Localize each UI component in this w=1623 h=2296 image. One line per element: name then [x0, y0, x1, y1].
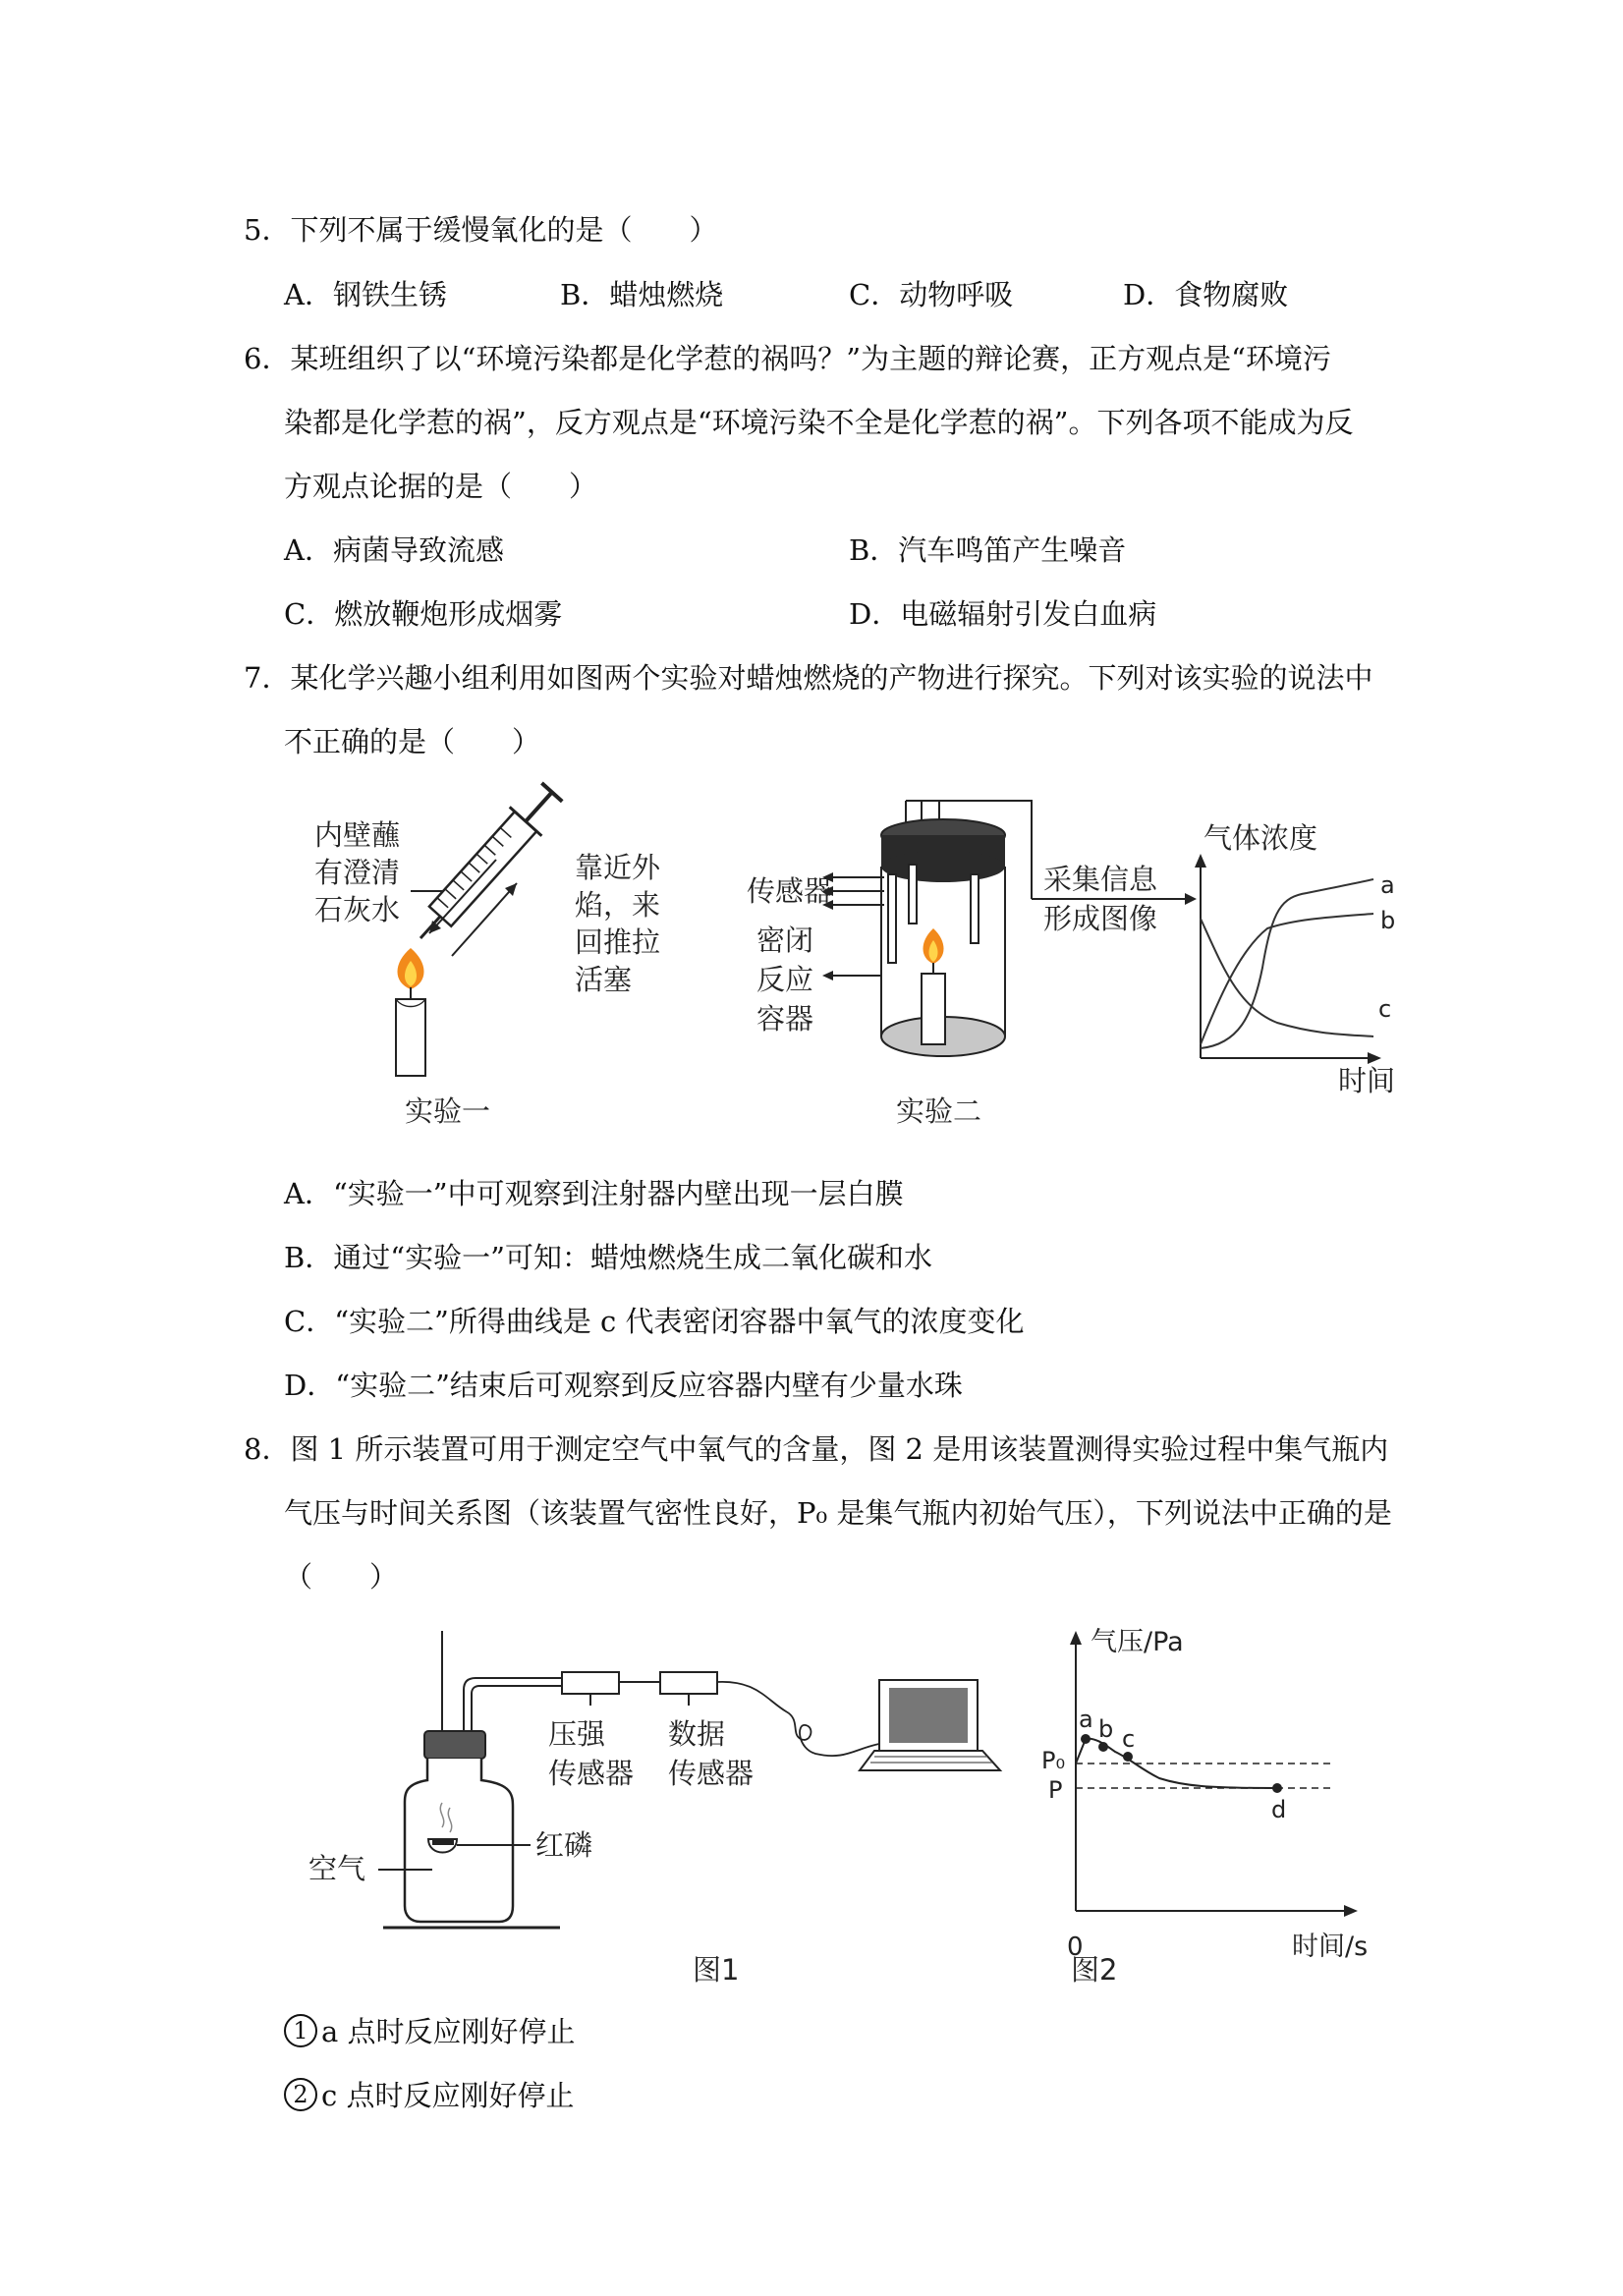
fig2-label-b: b: [1098, 1715, 1114, 1743]
statement-1-marker: 1: [284, 2014, 317, 2047]
fig2-origin: 0: [1067, 1932, 1084, 1962]
fig2-ylabel: 气压/Pa: [1091, 1627, 1184, 1657]
fig1-data-sensor-2: 传感器: [668, 1757, 755, 1790]
figure-2-pressure-graph: [1041, 1627, 1368, 1987]
concentration-graph: [1195, 821, 1395, 1097]
candle-flame-icon: [922, 928, 945, 1044]
q8-number: 8．: [244, 1432, 291, 1466]
exp2-container-3: 容器: [756, 1002, 814, 1036]
exp2-sensor-label: 传感器: [747, 874, 833, 908]
fig1-pressure-sensor-1: 压强: [548, 1717, 606, 1751]
curve-c: [1201, 919, 1373, 1036]
q7-number: 7．: [244, 661, 291, 695]
curve-label-b: b: [1380, 907, 1396, 934]
q6-option-d: D．电磁辐射引发白血病: [849, 597, 1157, 631]
fig2-label-a: a: [1079, 1706, 1093, 1733]
fig2-label-d: d: [1271, 1796, 1287, 1823]
q8-stem-line-3: （ ）: [284, 1560, 399, 1594]
q6-stem-line-2: 染都是化学惹的祸”，反方观点是“环境污染不全是化学惹的祸”。下列各项不能成为反: [284, 406, 1354, 439]
fig2-xlabel: 时间/s: [1292, 1932, 1369, 1962]
exp1-label-3: 石灰水: [314, 893, 401, 926]
statement-2-text: c 点时反应刚好停止: [321, 2079, 575, 2112]
statement-2-marker: 2: [284, 2078, 317, 2111]
graph-xlabel: 时间: [1338, 1064, 1396, 1097]
q5-stem: [244, 210, 717, 250]
q7-stem-text-1: 某化学兴趣小组利用如图两个实验对蜡烛燃烧的产物进行探究。下列对该实验的说法中: [290, 661, 1373, 695]
curve-label-c: c: [1378, 995, 1392, 1023]
fig2-p0-label: P₀: [1041, 1747, 1066, 1774]
q5-stem-text: 下列不属于缓慢氧化的是（ ）: [290, 213, 718, 247]
fig2-caption: 图2: [1071, 1953, 1118, 1987]
q7-option-c: C．“实验二”所得曲线是 c 代表密闭容器中氧气的浓度变化: [284, 1305, 1025, 1338]
fig1-phosphorus-label: 红磷: [535, 1828, 593, 1862]
curve-a: [1201, 879, 1373, 1048]
exp2-container-1: 密闭: [756, 924, 814, 957]
q8-statement-2: [284, 2076, 574, 2115]
q5-option-c: C．动物呼吸: [849, 278, 1014, 311]
fig2-label-c: c: [1122, 1725, 1136, 1753]
q8-figures: [295, 1611, 1405, 1994]
experiment-2-diagram: [747, 801, 1197, 1128]
q7-stem-line-1: [244, 658, 1372, 698]
q8-stem-line-1: [244, 1429, 1388, 1469]
curve-label-a: a: [1380, 871, 1395, 899]
graph-ylabel: 气体浓度: [1203, 821, 1318, 855]
laptop-icon: [860, 1680, 1000, 1770]
candle-flame-icon: [396, 948, 425, 1076]
exp1-action-2: 焰，来: [575, 888, 661, 922]
fig1-air-label: 空气: [308, 1852, 366, 1885]
q5-number: 5．: [244, 213, 291, 247]
q6-stem-text-1: 某班组织了以“环境污染都是化学惹的祸吗？”为主题的辩论赛，正方观点是“环境污: [290, 342, 1331, 375]
q7-figure: [295, 781, 1405, 1140]
exp1-label-1: 内壁蘸: [314, 818, 401, 852]
exp1-action-3: 回推拉: [575, 925, 661, 959]
q6-stem-line-3: 方观点论据的是（ ）: [284, 470, 598, 503]
q7-stem-line-2: 不正确的是（ ）: [284, 725, 541, 758]
figure-1-apparatus: [308, 1631, 1000, 1987]
q8-statement-1: [284, 2012, 576, 2051]
fig1-caption: 图1: [693, 1953, 740, 1987]
q7-option-a: A．“实验一”中可观察到注射器内壁出现一层白膜: [284, 1177, 904, 1210]
fig1-data-sensor-1: 数据: [668, 1717, 726, 1751]
exp2-container-2: 反应: [756, 963, 814, 996]
exp1-caption: 实验一: [405, 1094, 491, 1128]
fig2-point-c: [1123, 1752, 1133, 1762]
q6-option-c: C．燃放鞭炮形成烟雾: [284, 597, 563, 631]
fig1-pressure-sensor-2: 传感器: [548, 1757, 635, 1790]
q7-option-d: D．“实验二”结束后可观察到反应容器内壁有少量水珠: [284, 1369, 963, 1402]
exp2-caption: 实验二: [896, 1094, 982, 1128]
fig2-point-d: [1272, 1783, 1282, 1793]
exp2-collect-2: 形成图像: [1043, 902, 1158, 935]
q6-option-a: A．病菌导致流感: [284, 533, 504, 567]
q5-option-d: D．食物腐败: [1123, 278, 1289, 311]
q5-option-b: B．蜡烛燃烧: [560, 278, 724, 311]
q8-stem-text-1: 图 1 所示装置可用于测定空气中氧气的含量，图 2 是用该装置测得实验过程中集气瓶内: [290, 1432, 1389, 1466]
exp2-collect-1: 采集信息: [1043, 863, 1158, 896]
q8-stem-line-2: 气压与时间关系图（该装置气密性良好，P₀ 是集气瓶内初始气压），下列说法中正确的是: [284, 1496, 1392, 1530]
fig2-p-label: P: [1048, 1776, 1063, 1804]
q5-option-a: A．钢铁生锈: [284, 278, 447, 311]
experiment-1-diagram: [314, 781, 661, 1128]
q6-number: 6．: [244, 342, 291, 375]
syringe-icon: [405, 781, 569, 953]
q6-stem-line-1: [244, 339, 1331, 378]
fig2-point-b: [1098, 1742, 1108, 1752]
exp1-label-2: 有澄清: [314, 856, 401, 889]
q6-option-b: B．汽车鸣笛产生噪音: [849, 533, 1127, 567]
q7-option-b: B．通过“实验一”可知：蜡烛燃烧生成二氧化碳和水: [284, 1241, 932, 1274]
exp1-action-1: 靠近外: [575, 851, 661, 884]
exp1-action-4: 活塞: [575, 963, 633, 996]
fig2-point-a: [1081, 1734, 1091, 1744]
statement-1-text: a 点时反应刚好停止: [321, 2015, 576, 2048]
